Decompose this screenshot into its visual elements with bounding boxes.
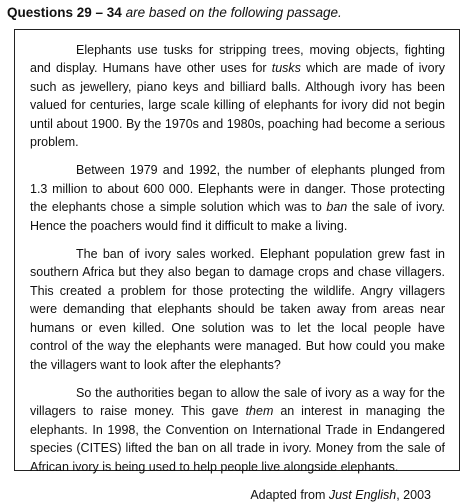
- paragraph-2-emphasis: ban: [326, 200, 348, 215]
- passage-box: [14, 29, 460, 502]
- heading-instruction: are based on the following passage.: [121, 5, 342, 20]
- paragraph-4-part-a: So the authorities began to allow the sale of ivory as a way for the villagers to raise money. This gave: [30, 385, 445, 419]
- paragraph-1: [30, 41, 445, 151]
- source-title: Just English: [328, 487, 397, 502]
- paragraph-2: [30, 161, 445, 235]
- paragraph-2-part-a: Between 1979 and 1992, the number of elephants plunged from 1.3 million to about 600 000. Elephants were in danger. Those protecting the elephants chose a simple solution which was to: [30, 163, 445, 215]
- paragraph-4-emphasis: them: [245, 404, 274, 419]
- paragraph-1-emphasis: tusks: [271, 61, 301, 76]
- paragraph-1-part-a: Elephants use tusks for stripping trees, moving objects, fighting and display. Humans have other uses for: [30, 43, 445, 76]
- source-citation: [30, 486, 445, 504]
- paragraph-4-part-c: an interest in managing the elephants. In 1998, the Convention on International Trade in Endangered species (CITES) lifted the ban on all trade in ivory. Money from the sale of African ivory is being used to help people live alongside elephants.: [30, 404, 445, 474]
- paragraph-1-part-c: which are made of ivory such as jewellery, piano keys and billiard balls. Although ivory has been valued for centuries, large scale killing of elephants for ivory did not begin until about 1900. By the 1970s and 1980s, poaching had become a serious problem.: [30, 61, 445, 150]
- question-range: Questions 29 – 34: [7, 5, 122, 20]
- questions-heading: [7, 4, 342, 22]
- paragraph-3: The ban of ivory sales worked. Elephant population grew fast in southern Africa but they also began to damage crops and chase villagers. This created a problem for those protecting the wildlife. Angry villagers were demanding that elephants should be taken away from areas near humans or even killed. One solution was to let the local people have control of the way the elephants were managed. But how could you make the villagers want to look after the elephants?: [30, 247, 445, 372]
- source-prefix: Adapted from: [250, 487, 329, 502]
- paragraph-2-part-c: the sale of ivory. Hence the poachers would find it difficult to make a living.: [30, 200, 445, 233]
- source-year: , 2003: [396, 487, 431, 502]
- paragraph-4: [30, 384, 445, 476]
